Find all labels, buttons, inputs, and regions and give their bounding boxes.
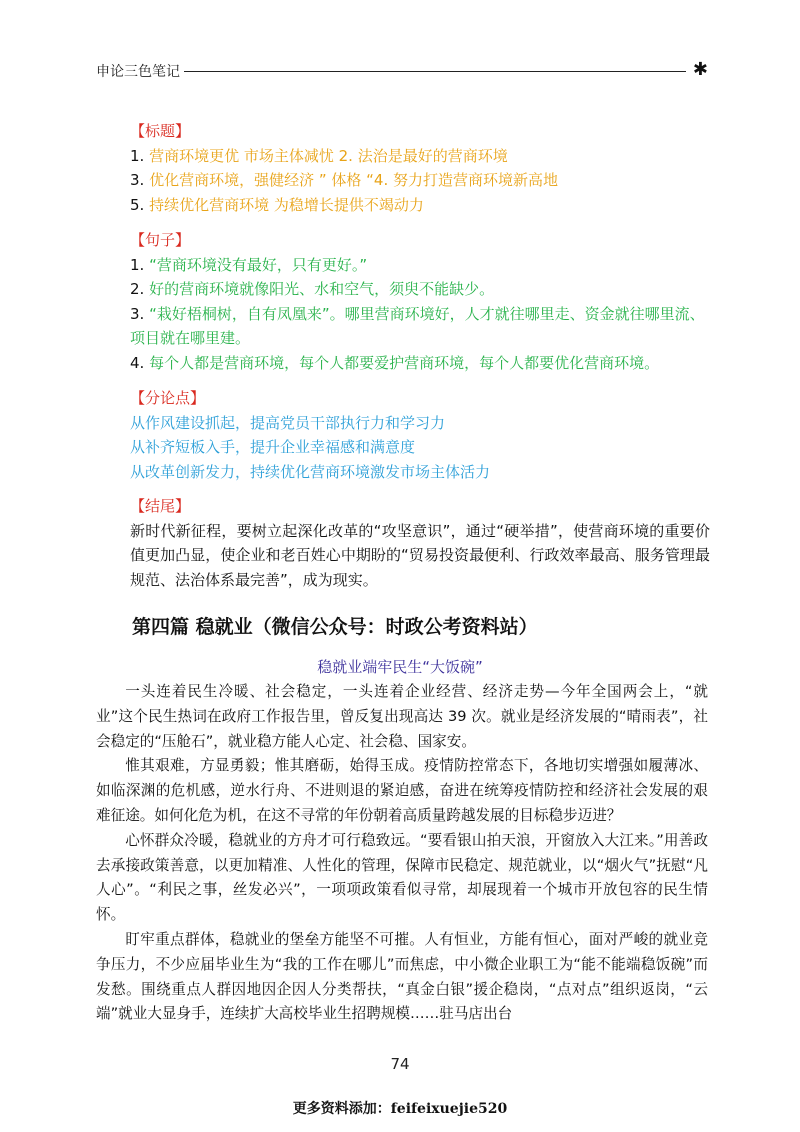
puzzle-icon: ✱	[692, 59, 708, 80]
header-title: 申论三色笔记	[96, 64, 180, 80]
chapter-body	[96, 680, 708, 1027]
page-number: 74	[390, 1055, 410, 1073]
sentence-line-3: 3. “栽好梧桐树，自有凤凰来”。哪里营商环境好，人才就往哪里走、资金就往哪里流、	[130, 304, 705, 323]
title-line-2: 3. 优化营商环境，强健经济 ” 体格 “4. 努力打造营商环境新高地	[130, 171, 559, 189]
titles-heading: 【标题】	[130, 122, 191, 140]
sentence-line-1: 1. “营商环境没有最好，只有更好。”	[130, 255, 368, 274]
ending-text: 新时代新征程，要树立起深化改革的“攻坚意识”，通过“硬举措”，使营商环境的重要价值更加凸显，使企业和老百姓心中期盼的“贸易投资最便利、行政效率最高、服务管理最规范、法治体系最完善”，成为现实。	[130, 521, 710, 589]
point-line-1: 从作风建设抓起，提高党员干部执行力和学习力	[130, 413, 446, 432]
ending-heading: 【结尾】	[130, 497, 191, 515]
body-paragraph-3: 心怀群众冷暖，稳就业的方舟才可行稳致远。“要看银山拍天浪，开窗放入大江来。”用善政去承接政策善意，以更加精准、人性化的管理，保障市民稳定、规范就业，以“烟火气”抚慰“凡人心”。“利民之事，丝发必兴”，一项项政策看似寻常，却展现着一个城市开放包容的民生情怀。	[96, 831, 708, 924]
header-rule	[184, 71, 686, 72]
sentence-line-3-cont: 项目就在哪里建。	[130, 329, 251, 347]
points-heading: 【分论点】	[130, 389, 206, 407]
chapter-title: 第四篇 稳就业（微信公众号：时政公考资料站）	[132, 616, 538, 638]
point-line-3: 从改革创新发力，持续优化营商环境激发市场主体活力	[130, 462, 491, 481]
sentence-line-4: 4. 每个人都是营商环境，每个人都要爱护营商环境，每个人都要优化营商环境。	[130, 353, 660, 372]
title-line-1: 1. 营商环境更优 市场主体减忧 2. 法治是最好的营商环境	[130, 146, 508, 165]
ending-section	[130, 494, 710, 592]
body-paragraph-4: 盯牢重点群体，稳就业的堡垒方能坚不可摧。人有恒业，方能有恒心，面对严峻的就业竞争压力，不少应届毕业生为“我的工作在哪儿”而焦虑，中小微企业职工为“能不能端稳饭碗”而发愁。围绕重点人群因地因企因人分类帮扶，“真金白银”援企稳岗，“点对点”组织返岗，“云端”就业大显身手，连续扩大高校毕业生招聘规模……驻马店出台	[96, 930, 708, 1023]
body-paragraph-2: 惟其艰难，方显勇毅；惟其磨砺，始得玉成。疫情防控常态下，各地切实增强如履薄冰、如临深渊的危机感，逆水行舟、不进则退的紧迫感，奋进在统筹疫情防控和经济社会发展的艰难征途。如何化危为机，在这不寻常的年份朝着高质量跨越发展的目标稳步迈进？	[96, 757, 708, 824]
points-section	[130, 386, 710, 484]
chapter-subtitle: 稳就业端牢民生“大饭碗”	[317, 658, 483, 676]
title-line-3: 5. 持续优化营商环境 为稳增长提供不竭动力	[130, 195, 424, 214]
point-line-2: 从补齐短板入手，提升企业幸福感和满意度	[130, 438, 416, 456]
sentences-section	[130, 228, 710, 375]
sentences-heading: 【句子】	[130, 231, 191, 249]
footer-note: 更多资料添加：feifeixuejie520	[292, 1101, 508, 1117]
body-paragraph-1: 一头连着民生冷暖、社会稳定，一头连着企业经营、经济走势—今年全国两会上，“就业”这个民生热词在政府工作报告里，曾反复出现高达 39 次。就业是经济发展的“晴雨表”，社会稳定的“压舱石”，就业稳方能人心定、社会稳、国家安。	[96, 683, 708, 750]
page-header	[96, 60, 708, 82]
titles-section	[130, 119, 710, 217]
sentence-line-2: 2. 好的营商环境就像阳光、水和空气，须臾不能缺少。	[130, 280, 495, 298]
